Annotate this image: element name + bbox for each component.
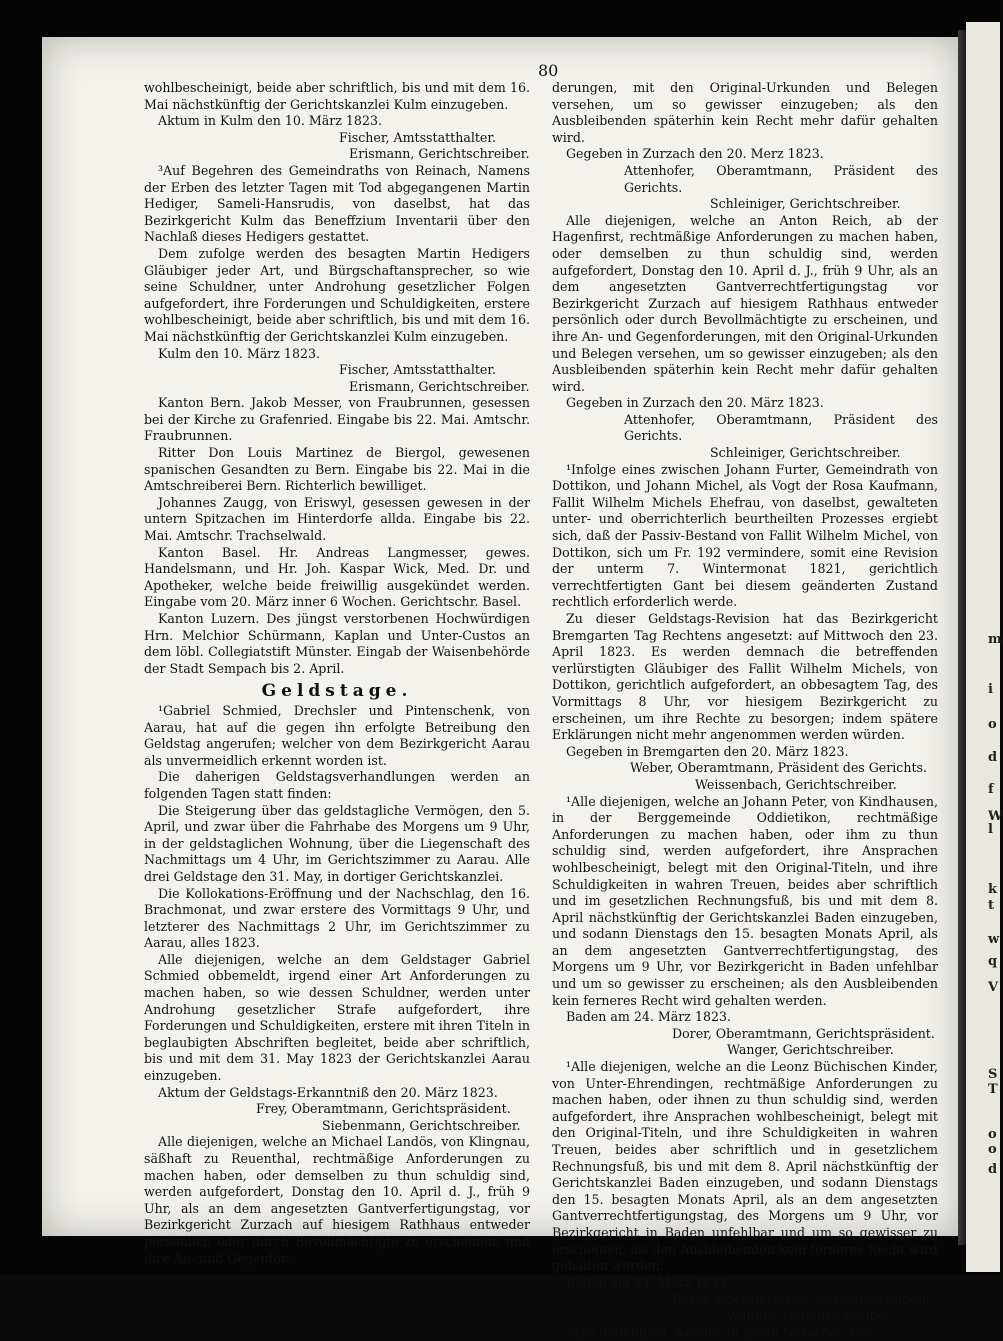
signature-line: Frey, Oberamtmann, Gerichtspräsident. xyxy=(256,1101,511,1117)
signature-line: Wanger, Gerichtschreiber. xyxy=(727,1042,894,1058)
notice-paragraph: Gegeben in Zurzach den 20. März 1823. xyxy=(566,395,824,411)
adjacent-page-letter: o xyxy=(988,717,997,732)
signature-line: Schleiniger, Gerichtschreiber. xyxy=(710,196,901,212)
adjacent-page-letter: t xyxy=(988,898,995,913)
signature-line: Wanger, Gerichtschreiber. xyxy=(727,1307,894,1323)
signature-line: Erismann, Gerichtschreiber. xyxy=(349,146,530,162)
adjacent-page-letter: S xyxy=(988,1067,998,1082)
notice-paragraph: ¹Infolge eines zwischen Johann Furter, Gemeindrath von Dottikon, und Johann Michel, als Vogt der Rosa Kaufmann, Fallit Wilhelm Michels Ehefrau, von daselbst, gewalteten unter- und oberrichterlich beurtheilten Prozesses ergiebt sich, daß der Passiv-Bestand von Fallit Wilhelm Michel, von Dottikon, sich um Fr. 192 vermindere, somit eine Revision der unterm 7. Wintermonat 1821, gerichtlich verrechtfertigten Gant bei diesem geänderten Zustand rechtlich erforderlich werde. xyxy=(552,461,938,610)
adjacent-page-letter: k xyxy=(988,882,998,897)
notice-paragraph: Die Kollokations-Eröffnung und der Nachschlag, den 16. Brachmonat, und zwar erstere des Vormittags 9 Uhr, und letzterer des Nachmittags 2 Uhr, im Gerichtszimmer zu Aarau, alles 1823. xyxy=(144,885,530,951)
adjacent-page-letter: l xyxy=(988,822,993,837)
left-column xyxy=(144,80,530,1267)
notice-paragraph: Aktum in Kulm den 10. März 1823. xyxy=(158,113,382,129)
notice-paragraph: Kanton Luzern. Des jüngst verstorbenen Hochwürdigen Hrn. Melchior Schürmann, Kaplan und Unter-Custos an dem löbl. Collegiatstift Münster. Eingab der Waisenbehörde der Stadt Sempach bis 2. April. xyxy=(144,611,530,676)
signature-line: Weber, Oberamtmann, Präsident des Gerichts. xyxy=(630,760,927,776)
notice-paragraph: ¹Gabriel Schmied, Drechsler und Pintenschenk, von Aarau, hat auf die gegen ihn erfolgte Betreibung den Geldstag angerufen; welcher von dem Bezirkgericht Aarau als unvermeidlich erkennt worden ist. xyxy=(144,702,530,768)
notice-paragraph: Gegeben in Bremgarten den 20. März 1823. xyxy=(566,743,849,759)
notice-paragraph: Aktum der Geldstags-Erkanntniß den 20. März 1823. xyxy=(158,1084,498,1100)
signature-line: Weissenbach, Gerichtschreiber. xyxy=(695,776,897,792)
notice-paragraph: Zu dieser Geldstags-Revision hat das Bezirkgericht Bremgarten Tag Rechtens angesetzt: auf Mittwoch den 23. April 1823. Es werden demnach die betreffenden verlürstigten Gläubiger des Fallit Wilhelm Michels, von Dottikon, gerichtlich aufgefordert, an obbesagtem Tag, des Vormittags 8 Uhr, vor hiesigem Bezirkgericht zu erscheinen, um ihre Rechte zu besorgen; indem spätere Erklärungen nicht mehr angenommen werden würden. xyxy=(552,611,938,743)
adjacent-page-edge xyxy=(966,22,1003,1272)
notice-paragraph: Johannes Zaugg, von Eriswyl, gesessen gewesen in der untern Spitzachen im Hinterdorfe allda. Eingabe bis 22. Mai. Amtschr. Trachselwald. xyxy=(144,494,530,544)
adjacent-page-letter: W xyxy=(988,809,1003,824)
notice-paragraph: ¹Alle diejenigen, welche an Johann Peter, von Kindhausen, in der Berggemeinde Oddietikon, rechtmäßige Anforderungen zu machen haben, oder ihm zu thun schuldig sind, werden aufgefordert, ihre Ansprachen wohlbescheinigt, belegt mit den Original-Titeln, und ihre Schuldigkeiten in wahren Treuen, beides aber schriftlich und im gesetzlichen Rechnungsfuß, bis und mit dem 8. April nächstkünftig der Gerichtskanzlei Baden einzugeben, und sodann Dienstags den 15. besagten Monats April, als an dem angesetzten Gantverrechtfertigungstag, des Morgens um 9 Uhr, vor Bezirkgericht in Baden unfehlbar und um so gewisser zu erscheinen; als den Ausbleibenden kein ferneres Recht wird gehalten werden. xyxy=(552,793,939,1008)
notice-paragraph: Alle diejenigen, welche an Michael Landös, von Klingnau, säßhaft zu Reuenthal, rechtmäßige Anforderungen zu machen haben, oder demselben zu thun schuldig sind, werden aufgefordert, Donstag den 10. April d. J., früh 9 Uhr, als an dem angesetzten Gantverfertigungstag, vor Bezirkgericht Zurzach auf hiesigem Rathhaus entweder persönlich oder durch Bevollmächtigte zu erscheinen, und ihre An- und Gegenfor- xyxy=(144,1134,530,1266)
notice-paragraph: Alle diejenigen, welche an dem Geldstager Gabriel Schmied obbemeldt, irgend einer Art Anforderungen zu machen haben, so wie dessen Schuldner, werden unter Androhung gesetzlicher Strafe aufgefordert, ihre Forderungen und Schuldigkeiten, erstere mit ihren Titeln in beglaubigten Abschriften begleitet, beide aber schriftlich, bis und mit dem 31. May 1823 der Gerichtskanzlei Aarau einzugeben. xyxy=(144,951,530,1084)
page-number: 80 xyxy=(538,61,559,80)
notice-paragraph: wohlbescheinigt, beide aber schriftlich, bis und mit dem 16. Mai nächstkünftig der Gerichtskanzlei Kulm einzugeben. xyxy=(144,80,530,112)
notice-paragraph: Kanton Basel. Hr. Andreas Langmesser, gewes. Handelsmann, und Hr. Joh. Kaspar Wick, Med. Dr. und Apotheker, welche beide freiwillig ausgekündet werden. Eingabe vom 20. März inner 6 Wochen. Gerichtschr. Basel. xyxy=(144,544,530,610)
signature-line: Erismann, Gerichtschreiber. xyxy=(349,378,530,394)
section-heading: Geldstage. xyxy=(261,681,413,702)
adjacent-page-letter: d xyxy=(988,1162,998,1177)
signature-line: Attenhofer, Oberamtmann, Präsident des Gerichts. xyxy=(624,162,938,195)
notice-paragraph: Ritter Don Louis Martinez de Biergol, gewesenen spanischen Gesandten zu Bern. Eingabe bis 22. Mai in die Amtschreiberei Bern. Richterlich bewilliget. xyxy=(144,445,530,494)
notice-paragraph: Kanton Bern. Jakob Messer, von Fraubrunnen, gesessen bei der Kirche zu Grafenried. Eingabe bis 22. Mai. Amtschr. Fraubrunnen. xyxy=(144,395,530,444)
notice-paragraph: Die Steigerung über das geldstagliche Vermögen, den 5. April, und zwar über die Fahrhabe des Morgens um 9 Uhr, in der geldstaglichen Wohnung, über die Liegenschaft des Nachmittags um 4 Uhr, im Gerichtszimmer zu Aarau. Alle drei Geldstage den 31. May, in dortiger Gerichtskanzlei. xyxy=(144,802,530,884)
adjacent-page-letter: i xyxy=(988,682,993,697)
adjacent-page-letter: f xyxy=(988,782,994,797)
signature-line: Dorer, Oberamtmann, Gerichtspräsident. xyxy=(672,1025,935,1041)
notice-paragraph: Gegeben in Zurzach den 20. Merz 1823. xyxy=(566,146,824,162)
notice-paragraph: ²Alle diejenigen, welche an Jakob Neracher, von xyxy=(566,1324,873,1340)
adjacent-page-letter: q xyxy=(988,954,998,969)
signature-line: Siebenmann, Gerichtschreiber. xyxy=(322,1117,521,1133)
notice-paragraph: Alle diejenigen, welche an Anton Reich, ab der Hagenfirst, rechtmäßige Anforderungen zu machen haben, oder demselben zu thun schuldig sind, werden aufgefordert, Donstag den 10. April d. J., früh 9 Uhr, als an dem angesetzten Gantverrechtfertigungstag vor Bezirkgericht Zurzach auf hiesigem Rathhaus entweder persönlich oder durch Bevollmächtigte zu erscheinen, und ihre An- und Gegenforderungen, mit den Original-Urkunden und Belegen versehen, um so gewisser einzugeben; als den Ausbleibenden späterhin kein Recht mehr dafür gehalten wird. xyxy=(552,212,938,394)
right-column xyxy=(552,80,938,1341)
notice-paragraph: ¹Alle diejenigen, welche an die Leonz Büchischen Kinder, von Unter-Ehrendingen, rechtmäßige Anforderungen zu machen haben, oder ihnen zu thun schuldig sind, werden aufgefordert, ihre Ansprachen wohlbescheinigt, belegt mit den Original-Titeln, und ihre Schuldigkeiten in wahren Treuen, beides aber schriftlich und in gesetzlichem Rechnungsfuß, bis und mit dem 8. April nächstkünftig der Gerichtskanzlei Baden einzugeben, und sodann Dienstags den 15. besagten Monats April, als an dem angesetzten Gantverrechtfertigungstag, des Morgens um 9 Uhr, vor Bezirkgericht in Baden unfehlbar und um so gewisser zu erscheinen; als den Ausbleibenden kein ferneres Recht wird gehalten werden. xyxy=(552,1059,938,1274)
signature-line: Schleiniger, Gerichtschreiber. xyxy=(710,445,901,461)
signature-line: Fischer, Amtsstatthalter. xyxy=(339,362,497,378)
adjacent-page-letter: w xyxy=(988,932,1000,947)
signature-line: Attenhofer, Oberamtmann, Präsident des Gerichts. xyxy=(624,411,938,444)
notice-paragraph: ³Auf Begehren des Gemeindraths von Reinach, Namens der Erben des letzter Tagen mit Tod abgegangenen Martin Hediger, Sameli-Hansrudis, von daselbst, hat das Bezirkgericht Kulm das Beneffzium Inventarii über den Nachlaß dieses Hedigers gestattet. xyxy=(144,162,530,245)
signature-line: Dorer, Oberamtmann, Gerichtspräsident, xyxy=(672,1291,935,1307)
notice-paragraph: derungen, mit den Original-Urkunden und Belegen versehen, um so gewisser einzugeben; als den Ausbleibenden späterhin kein Recht mehr dafür gehalten wird. xyxy=(552,80,938,145)
notice-paragraph: Baden am 24. März 1823. xyxy=(566,1274,731,1290)
adjacent-page-letter: V xyxy=(988,980,999,995)
adjacent-page-letter: d xyxy=(988,750,998,765)
adjacent-page-letter: o xyxy=(988,1127,997,1142)
notice-paragraph: Kulm den 10. März 1823. xyxy=(158,345,320,361)
notice-paragraph: Dem zufolge werden des besagten Martin Hedigers Gläubiger jeder Art, und Bürgschaftansprecher, so wie seine Schuldner, unter Androhung gesetzlicher Folgen aufgefordert, ihre Forderungen und Schuldigkeiten, erstere wohlbescheinigt, beide aber schriftlich, bis und mit dem 16. Mai nächstkünftig der Gerichtskanzlei Kulm einzugeben. xyxy=(144,245,530,344)
adjacent-page-letter: m xyxy=(988,632,1002,647)
signature-line: Fischer, Amtsstatthalter. xyxy=(339,129,497,145)
adjacent-page-letter: o xyxy=(988,1142,997,1157)
adjacent-page-letter: T xyxy=(988,1082,998,1097)
notice-paragraph: Baden am 24. März 1823. xyxy=(566,1009,731,1025)
notice-paragraph: Die daherigen Geldstagsverhandlungen werden an folgenden Tagen statt finden: xyxy=(144,769,530,801)
